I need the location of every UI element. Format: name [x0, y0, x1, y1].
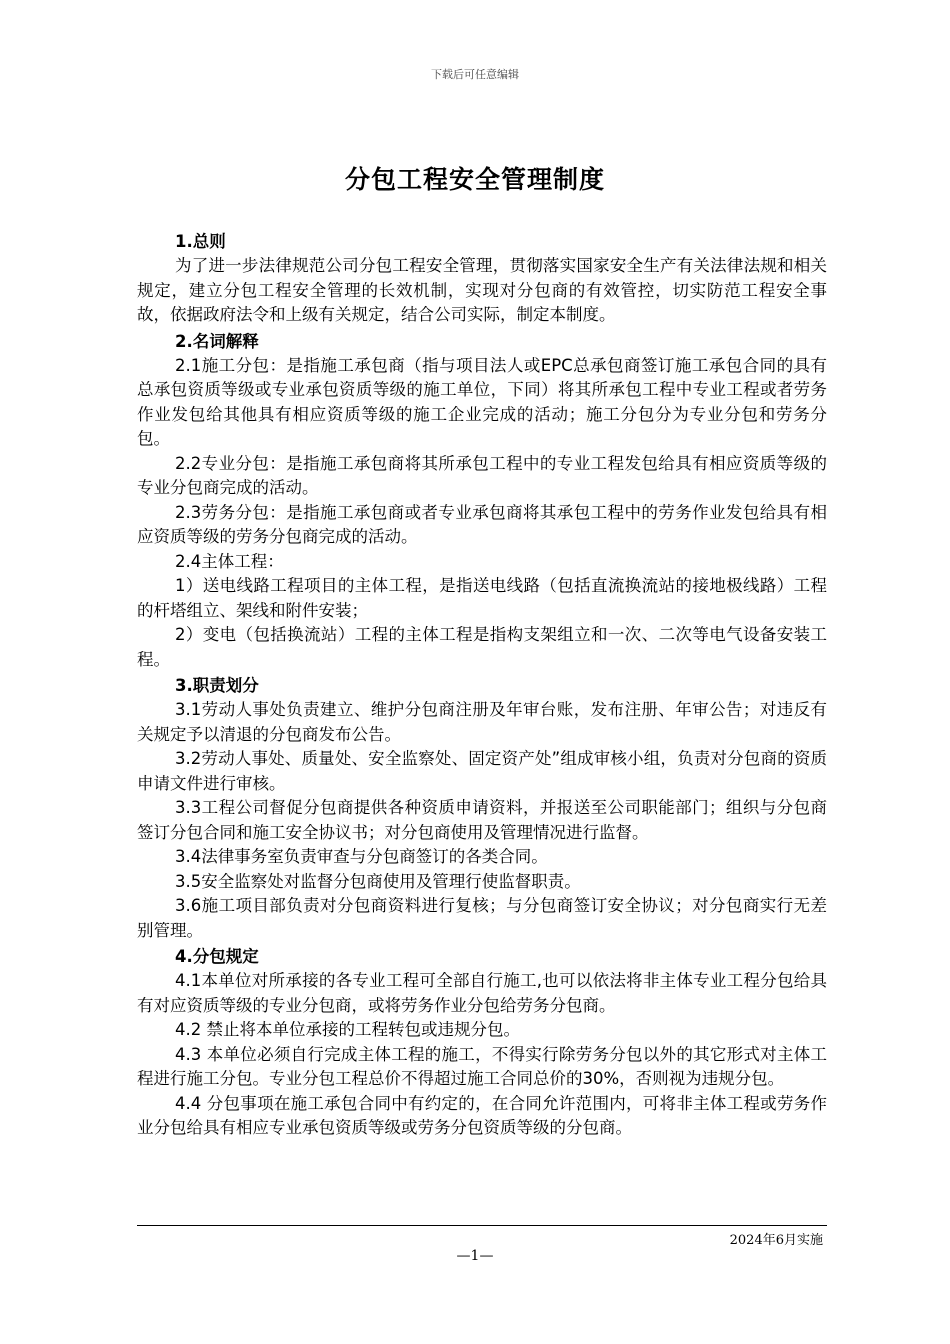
paragraph: 4.1本单位对所承接的各专业工程可全部自行施工,也可以依法将非主体专业工程分包给具有对应资质等级的专业分包商，或将劳务作业分包给劳务分包商。: [137, 971, 827, 1015]
section-heading: 1.总则: [175, 232, 226, 251]
document-title: 分包工程安全管理制度: [344, 165, 605, 194]
footer-divider: [137, 1225, 827, 1226]
section-definitions: [137, 328, 827, 673]
paragraph: 3.6施工项目部负责对分包商资料进行复核；与分包商签订安全协议；对分包商实行无差别管理。: [137, 896, 827, 940]
paragraph: 2.3劳务分包：是指施工承包商或者专业承包商将其承包工程中的劳务作业发包给具有相应资质等级的劳务分包商完成的活动。: [137, 502, 827, 546]
paragraph: 为了进一步法律规范公司分包工程安全管理，贯彻落实国家安全生产有关法律法规和相关规定，建立分包工程安全管理的长效机制，实现对分包商的有效管控，切实防范工程安全事故，依据政府法令和上级有关规定，结合公司实际，制定本制度。: [137, 256, 827, 324]
paragraph: 1）送电线路工程项目的主体工程，是指送电线路（包括直流换流站的接地极线路）工程的杆塔组立、架线和附件安装；: [137, 576, 827, 620]
paragraph: 3.2劳动人事处、质量处、安全监察处、固定资产处”组成审核小组，负责对分包商的资质申请文件进行审核。: [137, 749, 827, 793]
page-number: —1—: [456, 1248, 494, 1264]
section-general: [137, 228, 827, 328]
section-heading: 3.职责划分: [175, 676, 259, 695]
paragraph: 3.4法律事务室负责审查与分包商签订的各类合同。: [175, 847, 548, 866]
paragraph: 3.1劳动人事处负责建立、维护分包商注册及年审台账，发布注册、年审公告；对违反有关规定予以清退的分包商发布公告。: [137, 700, 827, 744]
paragraph: 2.4主体工程：: [175, 551, 284, 571]
footer-date: 2024年6月实施: [729, 1233, 823, 1248]
section-responsibilities: [137, 672, 827, 943]
header-note: 下载后可任意编辑: [431, 68, 519, 81]
section-subcontract-rules: [137, 943, 827, 1141]
section-heading: 4.分包规定: [175, 947, 259, 966]
paragraph: 2.2专业分包：是指施工承包商将其所承包工程中的专业工程发包给具有相应资质等级的专业分包商完成的活动。: [137, 453, 827, 497]
paragraph: 4.3 本单位必须自行完成主体工程的施工，不得实行除劳务分包以外的其它形式对主体工程进行施工分包。专业分包工程总价不得超过施工合同总价的30%，否则视为违规分包。: [137, 1044, 827, 1088]
paragraph: 4.4 分包事项在施工承包合同中有约定的，在合同允许范围内，可将非主体工程或劳务作业分包给具有相应专业承包资质等级或劳务分包资质等级的分包商。: [137, 1093, 827, 1137]
paragraph: 2.1施工分包：是指施工承包商（指与项目法人或EPC总承包商签订施工承包合同的具有总承包资质等级或专业承包资质等级的施工单位，下同）将其所承包工程中专业工程或者劳务作业发包给其他具有相应资质等级的施工企业完成的活动；施工分包分为专业分包和劳务分包。: [137, 355, 827, 448]
paragraph: 2）变电（包括换流站）工程的主体工程是指构支架组立和一次、二次等电气设备安装工程。: [137, 625, 827, 669]
document-body: [137, 228, 827, 1141]
paragraph: 3.5安全监察处对监督分包商使用及管理行使监督职责。: [175, 871, 581, 891]
section-heading: 2.名词解释: [175, 331, 259, 351]
paragraph: 3.3工程公司督促分包商提供各种资质申请资料，并报送至公司职能部门；组织与分包商签订分包合同和施工安全协议书；对分包商使用及管理情况进行监督。: [137, 798, 827, 842]
paragraph: 4.2 禁止将本单位承接的工程转包或违规分包。: [175, 1020, 520, 1039]
